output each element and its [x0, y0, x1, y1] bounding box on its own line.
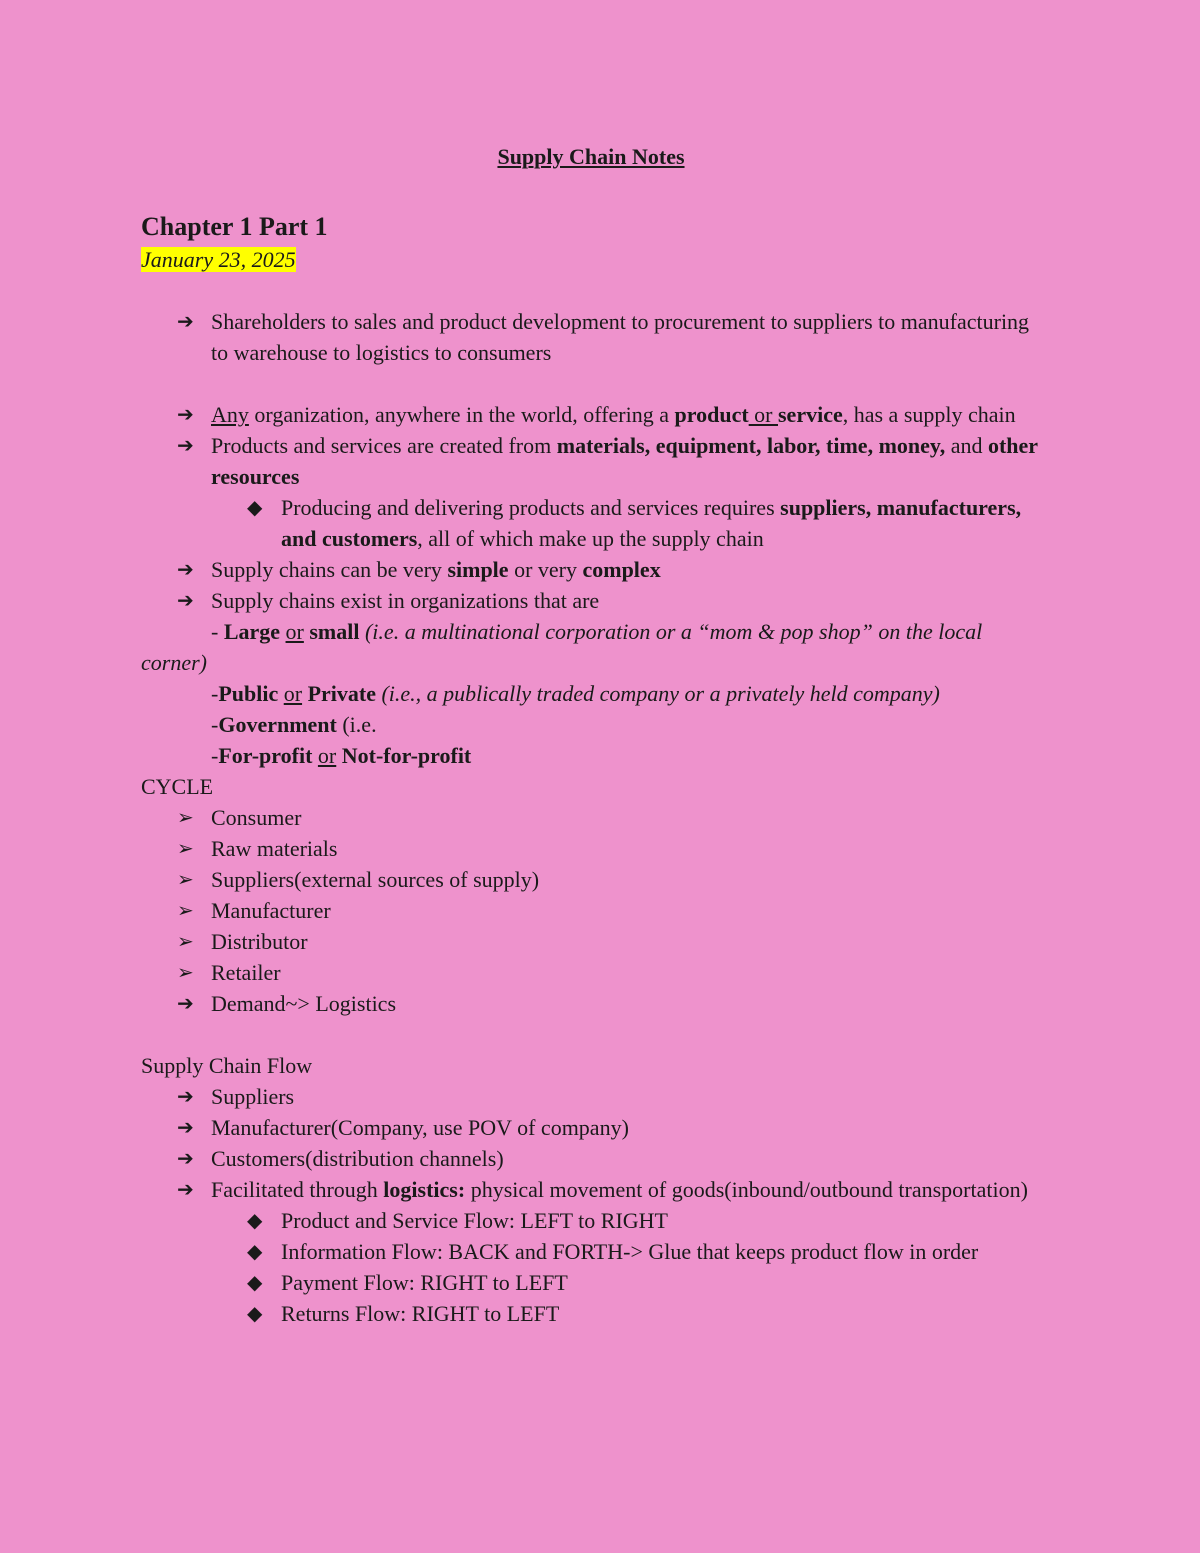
sub-list-item: [141, 1236, 1041, 1267]
public-text: Public: [218, 681, 279, 706]
diamond-bullet-icon: ◆: [247, 495, 263, 519]
list-item: [141, 306, 1041, 368]
list-item: [141, 585, 1041, 616]
text-run: , has a supply chain: [842, 402, 1016, 427]
diamond-bullet-icon: ◆: [247, 1208, 263, 1232]
org-type-large-small: [141, 616, 1041, 678]
list-item: [141, 988, 1041, 1019]
dash: -: [211, 619, 224, 644]
service-text: service: [778, 402, 843, 427]
participants-text: suppliers, manufacturers, and customers: [281, 495, 1022, 551]
document-page: [141, 140, 1041, 1329]
org-type-profit: [141, 740, 1041, 771]
text-run: organization, anywhere in the world, offering a: [248, 402, 675, 427]
other-resources-text: other resources: [211, 433, 1038, 489]
text-run: and: [945, 433, 988, 458]
right-arrow-icon: ➔: [177, 1115, 194, 1139]
arrowhead-bullet-icon: ➢: [177, 836, 194, 860]
arrowhead-bullet-icon: ➢: [177, 805, 194, 829]
sub-list-item: [141, 492, 1041, 554]
arrowhead-bullet-icon: ➢: [177, 898, 194, 922]
arrowhead-bullet-icon: ➢: [177, 867, 194, 891]
small-text: small: [309, 619, 360, 644]
simple-text: simple: [447, 557, 509, 582]
org-type-government: [141, 709, 1041, 740]
list-item: [141, 1112, 1041, 1143]
list-item-text: Supply chains exist in organizations that are: [211, 588, 600, 613]
arrowhead-bullet-icon: ➢: [177, 929, 194, 953]
text-run: Facilitated through: [211, 1177, 384, 1202]
text-run: Supply chains can be very: [211, 557, 448, 582]
flow-heading: Supply Chain Flow: [141, 1053, 313, 1078]
for-profit-text: For-profit: [218, 743, 313, 768]
org-type-public-private: [141, 678, 1041, 709]
right-arrow-icon: ➔: [177, 1084, 194, 1108]
product-text: product: [674, 402, 749, 427]
list-item-text: Distributor: [211, 929, 308, 954]
list-item: [141, 554, 1041, 585]
sub-list-item: [141, 1205, 1041, 1236]
sub-list-item-text: Information Flow: BACK and FORTH-> Glue that keeps product flow in order: [281, 1239, 979, 1264]
sub-list-item-text: Product and Service Flow: LEFT to RIGHT: [281, 1208, 668, 1233]
right-arrow-icon: ➔: [177, 309, 194, 333]
list-item: [141, 864, 1041, 895]
or-text: or: [748, 402, 778, 427]
large-text: Large: [223, 619, 281, 644]
not-for-profit-text: Not-for-profit: [341, 743, 472, 768]
sub-list-item-text: Payment Flow: RIGHT to LEFT: [281, 1270, 568, 1295]
blank-line: [141, 1019, 1041, 1050]
sub-list-item: [141, 1298, 1041, 1329]
text-run: Producing and delivering products and services requires: [281, 495, 781, 520]
note-text: (i.e. a multinational corporation or a “mom & pop shop” on the local corner): [141, 619, 983, 675]
list-item-text: Manufacturer: [211, 898, 331, 923]
arrowhead-bullet-icon: ➢: [177, 960, 194, 984]
diamond-bullet-icon: ◆: [247, 1270, 263, 1294]
text-run: Products and services are created from: [211, 433, 557, 458]
list-item: [141, 430, 1041, 492]
logistics-text: logistics:: [383, 1177, 466, 1202]
right-arrow-icon: ➔: [177, 588, 194, 612]
sub-list-item: [141, 1267, 1041, 1298]
chapter-heading: Chapter 1 Part 1: [141, 212, 328, 241]
note-text: (i.e.: [336, 712, 377, 737]
blank-line: [141, 368, 1041, 399]
dash: -: [211, 712, 219, 737]
list-item-text: Retailer: [211, 960, 281, 985]
or-text: or: [317, 743, 337, 768]
private-text: Private: [307, 681, 376, 706]
list-item-text: Shareholders to sales and product development to procurement to suppliers to manufacturing to warehouse to logistics to consumers: [211, 309, 1030, 365]
dash: -: [211, 681, 219, 706]
right-arrow-icon: ➔: [177, 1177, 194, 1201]
list-item: [141, 399, 1041, 430]
list-item-text: Consumer: [211, 805, 302, 830]
list-item-text: Suppliers(external sources of supply): [211, 867, 540, 892]
date-highlight: January 23, 2025: [141, 247, 296, 272]
list-item: [141, 926, 1041, 957]
list-item: [141, 1143, 1041, 1174]
list-item-text: Demand~> Logistics: [211, 991, 397, 1016]
note-text: (i.e., a publically traded company or a privately held company): [381, 681, 940, 706]
list-item: [141, 833, 1041, 864]
government-text: Government: [218, 712, 337, 737]
list-item: [141, 1081, 1041, 1112]
complex-text: complex: [582, 557, 661, 582]
or-text: or: [285, 619, 304, 644]
resources-text: materials, equipment, labor, time, money,: [556, 433, 946, 458]
text-run: or very: [508, 557, 583, 582]
date-line: [141, 244, 1041, 275]
list-item-text: Customers(distribution channels): [211, 1146, 504, 1171]
list-item: [141, 802, 1041, 833]
diamond-bullet-icon: ◆: [247, 1239, 263, 1263]
list-item-text: Raw materials: [211, 836, 338, 861]
sub-list-item-text: Returns Flow: RIGHT to LEFT: [281, 1301, 560, 1326]
right-arrow-icon: ➔: [177, 402, 194, 426]
text-run: , all of which make up the supply chain: [417, 526, 764, 551]
right-arrow-icon: ➔: [177, 1146, 194, 1170]
or-text: or: [283, 681, 303, 706]
list-item: [141, 1174, 1041, 1205]
right-arrow-icon: ➔: [177, 433, 194, 457]
diamond-bullet-icon: ◆: [247, 1301, 263, 1325]
any-text: Any: [211, 402, 249, 427]
text-run: physical movement of goods(inbound/outbound transportation): [465, 1177, 1028, 1202]
document-title: Supply Chain Notes: [497, 144, 685, 169]
list-item-text: Manufacturer(Company, use POV of company): [211, 1115, 629, 1140]
list-item: [141, 895, 1041, 926]
list-item: [141, 957, 1041, 988]
right-arrow-icon: ➔: [177, 991, 194, 1015]
dash: -: [211, 743, 219, 768]
right-arrow-icon: ➔: [177, 557, 194, 581]
list-item-text: Suppliers: [211, 1084, 295, 1109]
cycle-heading: CYCLE: [141, 774, 214, 799]
